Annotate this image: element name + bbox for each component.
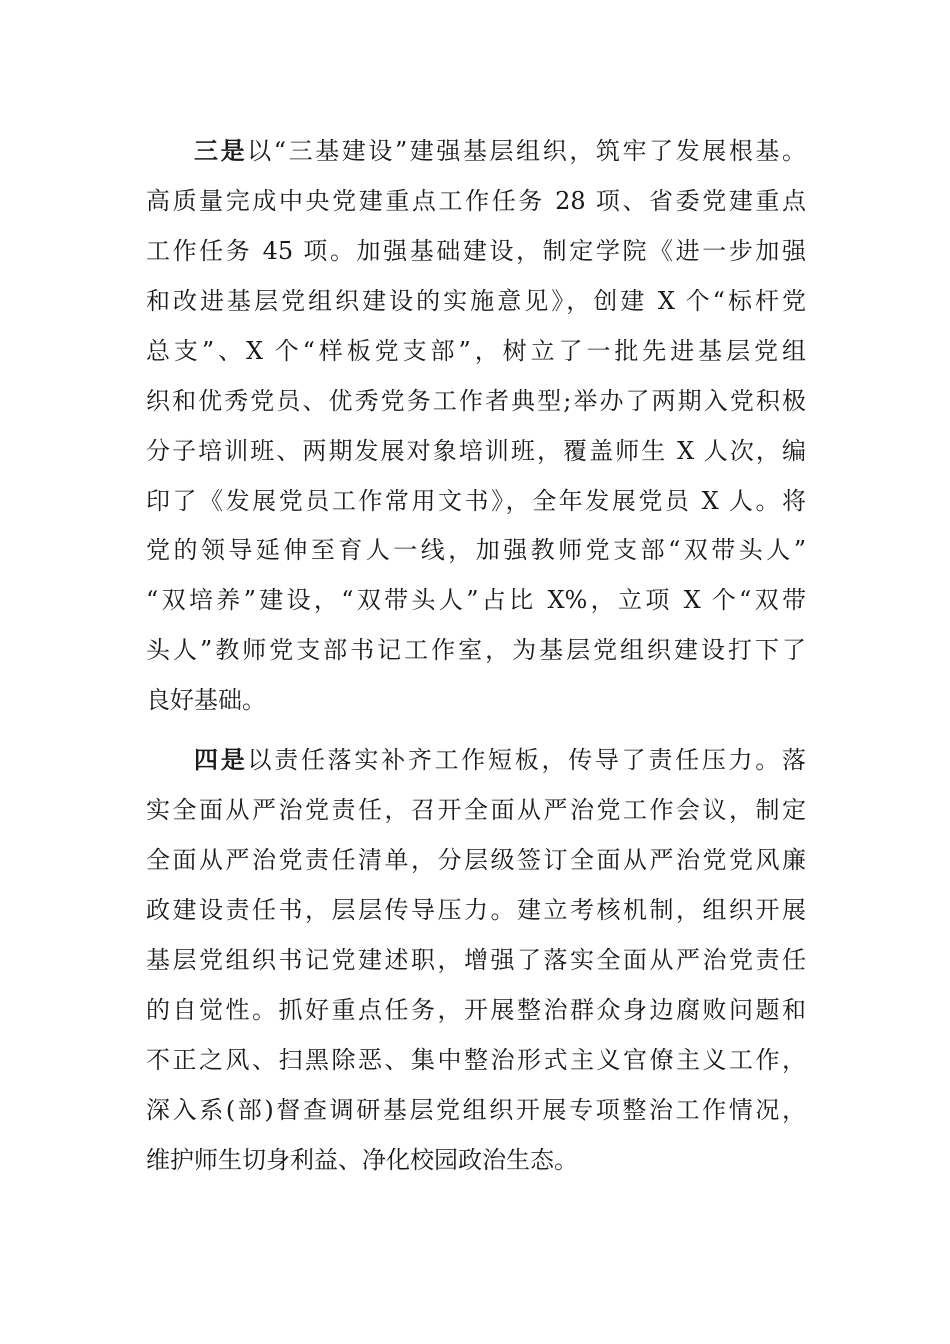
paragraph-1-line-4: 和改进基层党组织建设的实施意见》，创建 X 个“标杆党 [146,287,806,315]
paragraph-1-line-8: 印了《发展党员工作常用文书》，全年发展党员 X 人。将 [146,487,806,515]
paragraph-2-line-4: 政建设责任书，层层传导压力。建立考核机制，组织开展 [146,896,806,924]
paragraph-2-line-9: 维护师生切身利益、净化校园政治生态。 [146,1146,578,1174]
paragraph-2-line-1-text: 以责任落实补齐工作短板，传导了责任压力。落 [247,746,807,774]
paragraph-2-line-6: 的自觉性。抓好重点任务，开展整治群众身边腐败问题和 [146,996,806,1024]
paragraph-1-line-3: 工作任务 45 项。加强基础建设，制定学院《进一步加强 [146,237,806,265]
paragraph-2-lead: 四是 [194,746,248,774]
paragraph-1-lead: 三是 [194,137,248,165]
paragraph-1-line-2: 高质量完成中央党建重点工作任务 28 项、省委党建重点 [146,187,806,215]
paragraph-2-line-8: 深入系(部)督查调研基层党组织开展专项整治工作情况， [146,1096,806,1124]
paragraph-1-line-9: 党的领导延伸至育人一线，加强教师党支部“双带头人” [146,536,806,564]
paragraph-1-line-12: 良好基础。 [146,686,266,714]
paragraph-1-line-5: 总支”、X 个“样板党支部”，树立了一批先进基层党组 [146,337,806,365]
paragraph-1-line-10: “双培养”建设，“双带头人”占比 X%，立项 X 个“双带 [146,586,806,614]
paragraph-1-line-7: 分子培训班、两期发展对象培训班，覆盖师生 X 人次，编 [146,437,806,465]
paragraph-2-line-2: 实全面从严治党责任，召开全面从严治党工作会议，制定 [146,796,806,824]
paragraph-1-line-1-text: 以“三基建设”建强基层组织，筑牢了发展根基。 [247,137,806,165]
paragraph-1-line-6: 织和优秀党员、优秀党务工作者典型;举办了两期入党积极 [146,387,806,415]
paragraph-2-line-1 [194,740,806,780]
paragraph-1-line-11: 头人”教师党支部书记工作室，为基层党组织建设打下了 [146,636,806,664]
paragraph-2-line-3: 全面从严治党责任清单，分层级签订全面从严治党党风廉 [146,846,806,874]
paragraph-1-line-1 [194,131,806,171]
paragraph-2-line-5: 基层党组织书记党建述职，增强了落实全面从严治党责任 [146,946,806,974]
paragraph-2-line-7: 不正之风、扫黑除恶、集中整治形式主义官僚主义工作， [146,1046,806,1074]
